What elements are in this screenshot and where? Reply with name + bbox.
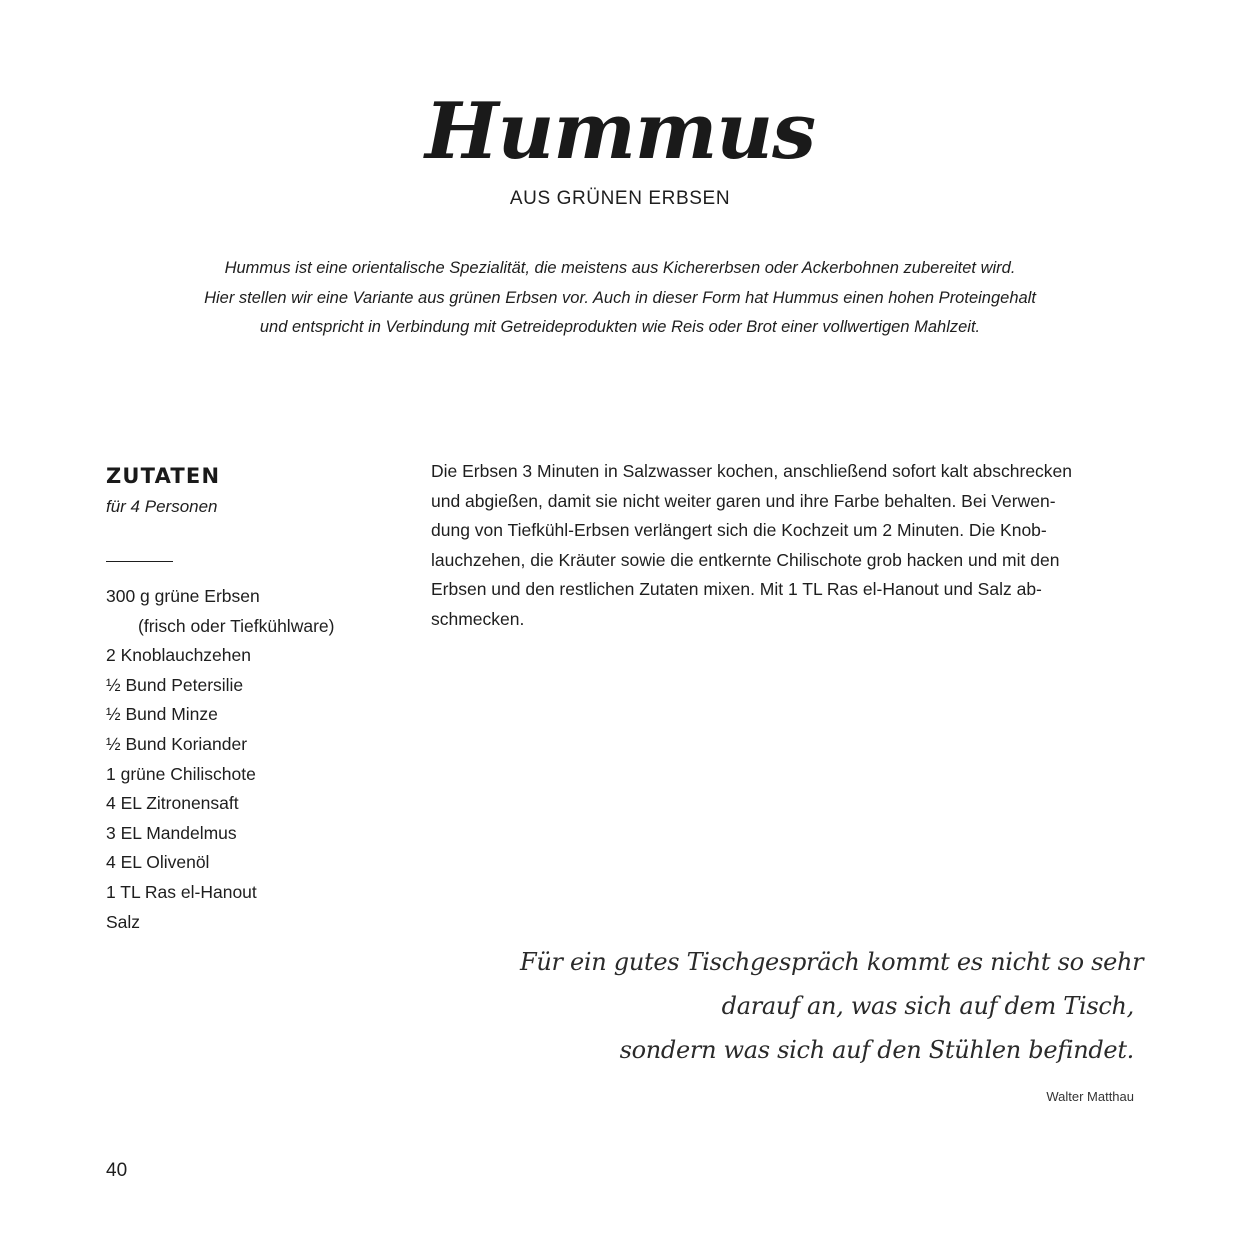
ingredient-note: (frisch oder Tiefkühlware) (138, 615, 335, 636)
recipe-subtitle: AUS GRÜNEN ERBSEN (509, 188, 731, 209)
intro-line: und entspricht in Verbindung mit Getreideprodukten wie Reis oder Brot einer vollwertigen Mahlzeit. (259, 318, 981, 336)
page-number: 40 (106, 1160, 128, 1181)
ingredient-item: ½ Bund Koriander (106, 733, 248, 754)
quote-line: Für ein gutes Tischgespräch kommt es nicht so sehr (520, 948, 1144, 976)
ingredient-item: 1 grüne Chilischote (106, 763, 256, 784)
method-line: Die Erbsen 3 Minuten in Salzwasser kochen, anschließend sofort kalt abschrecken (431, 461, 1073, 481)
ingredient-item: 4 EL Zitronensaft (106, 793, 239, 814)
ingredient-item: ½ Bund Petersilie (106, 674, 244, 695)
quote-line: darauf an, was sich auf dem Tisch, (721, 992, 1134, 1020)
ingredient-item: 4 EL Olivenöl (106, 852, 210, 873)
recipe-intro (120, 254, 1120, 343)
recipe-title: Hummus (424, 86, 816, 177)
method-line: Erbsen und den restlichen Zutaten mixen. Mit 1 TL Ras el-Hanout und Salz ab- (431, 579, 1042, 600)
quote (520, 940, 1144, 1072)
ingredient-item: ½ Bund Minze (106, 704, 218, 725)
quote-line: sondern was sich auf den Stühlen befindet. (619, 1036, 1134, 1064)
ingredients-servings: für 4 Personen (106, 497, 218, 516)
ingredient-list (106, 582, 406, 937)
ingredient-item: 300 g grüne Erbsen (106, 586, 260, 606)
ingredient-item: 1 TL Ras el-Hanout (106, 881, 257, 902)
method-text (431, 457, 1131, 635)
method-line: lauchzehen, die Kräuter sowie die entkernte Chilischote grob hacken und mit den (431, 549, 1060, 570)
quote-author: Walter Matthau (1046, 1089, 1134, 1104)
ingredient-item: Salz (106, 911, 141, 932)
method-line: und abgießen, damit sie nicht weiter garen und ihre Farbe behalten. Bei Verwen- (431, 490, 1056, 511)
intro-line: Hier stellen wir eine Variante aus grünen Erbsen vor. Auch in dieser Form hat Hummus einen hohen Proteingehalt (204, 288, 1036, 307)
ingredient-item: 2 Knoblauchzehen (106, 645, 251, 666)
method-line: dung von Tiefkühl-Erbsen verlängert sich die Kochzeit um 2 Minuten. Die Knob- (431, 520, 1047, 541)
intro-line: Hummus ist eine orientalische Spezialität, die meistens aus Kichererbsen oder Ackerbohnen zubereitet wird. (224, 259, 1016, 277)
ingredient-item: 3 EL Mandelmus (106, 822, 237, 843)
ingredients-heading: ZUTATEN (106, 464, 221, 488)
ingredients-divider (106, 561, 173, 562)
method-line: schmecken. (431, 608, 525, 629)
